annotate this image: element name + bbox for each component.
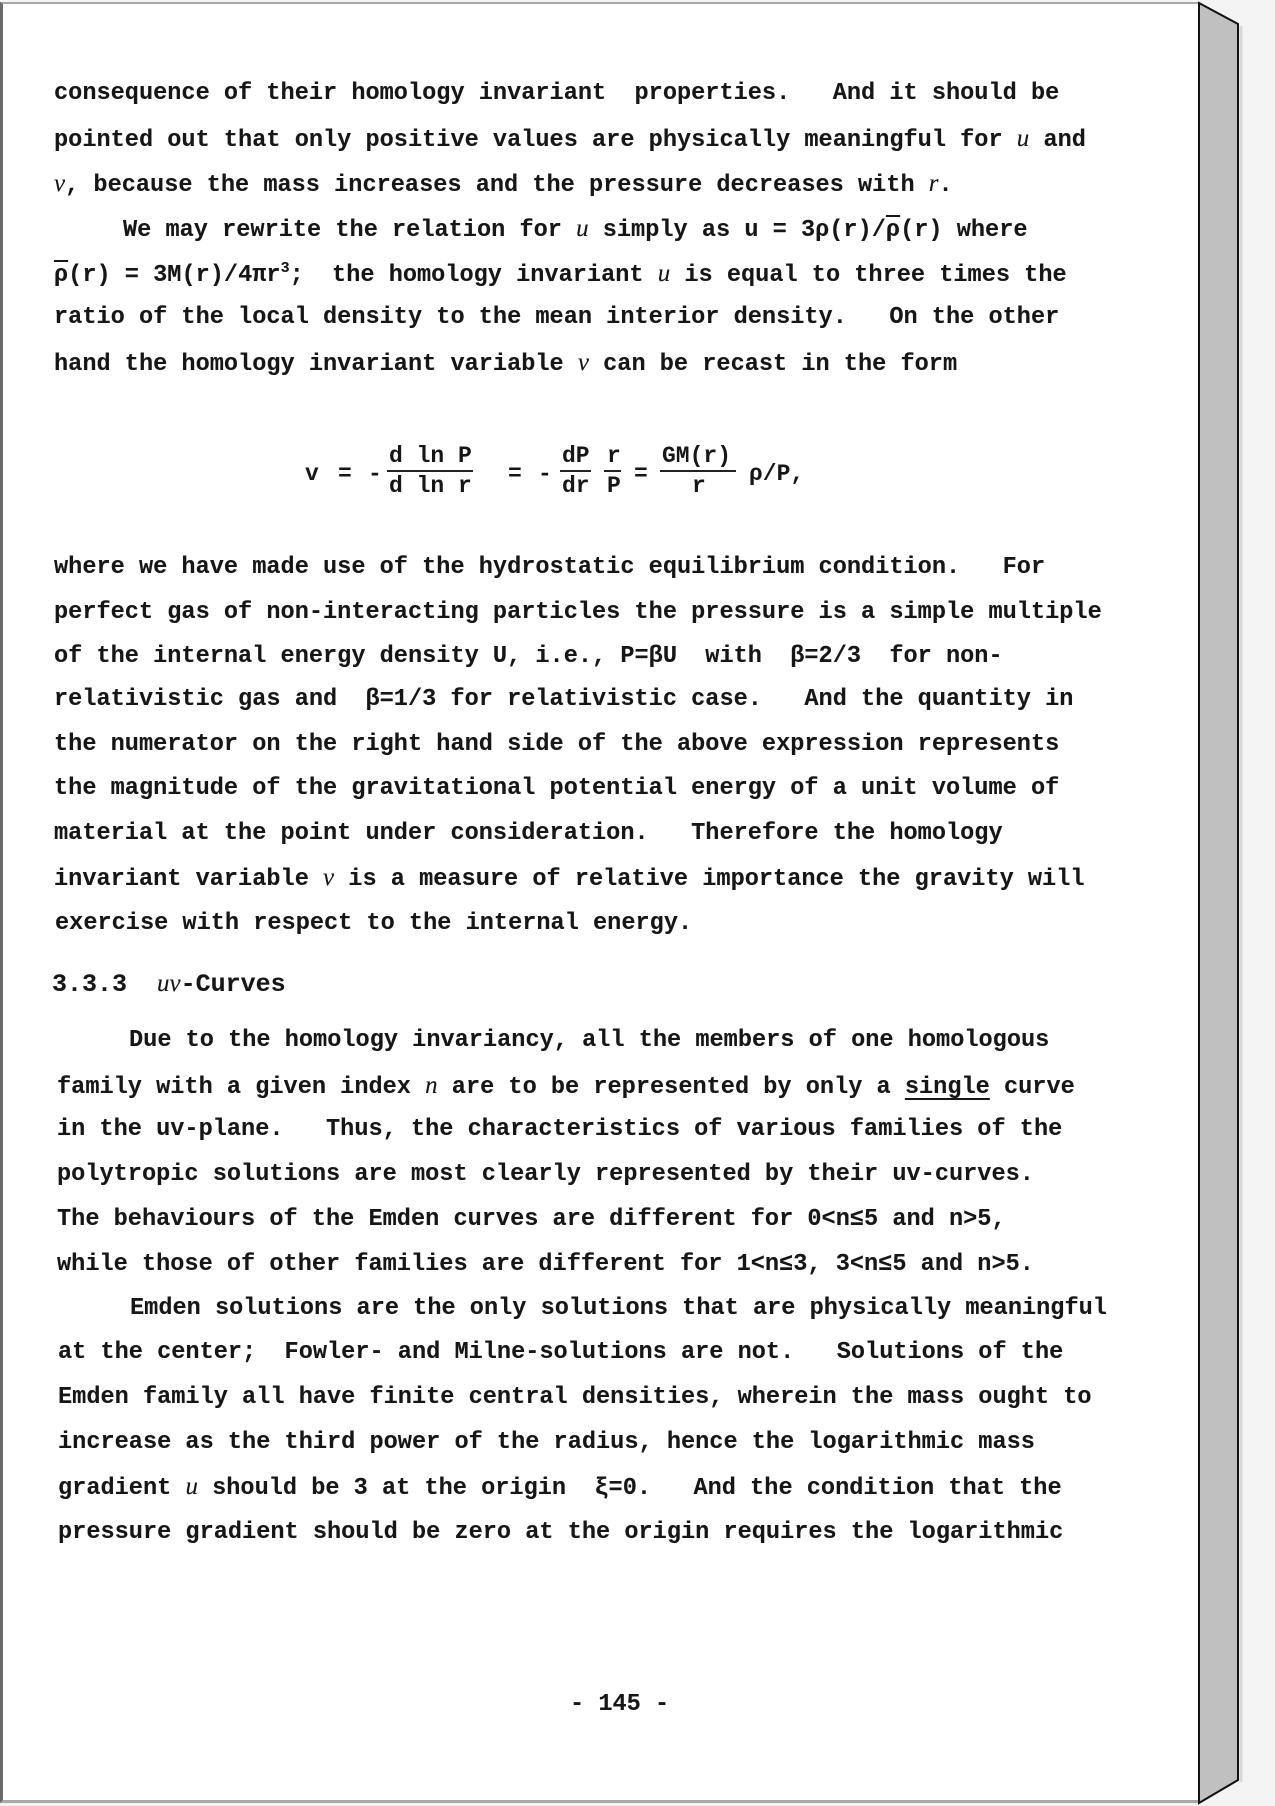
text-line bbox=[57, 1116, 1062, 1144]
fraction-bar bbox=[660, 470, 736, 472]
eq-equals: = bbox=[634, 461, 648, 487]
text-line bbox=[54, 731, 1059, 759]
text-line bbox=[58, 1519, 1063, 1547]
text-run: The behaviours of the Emden curves are different for 0<n≤5 and n>5, bbox=[57, 1206, 1006, 1233]
text-line bbox=[58, 1339, 1063, 1367]
text-line bbox=[54, 643, 1003, 671]
text-run: , because the mass increases and the pressure decreases with bbox=[65, 172, 929, 199]
text-run: ratio of the local density to the mean interior density. On the other bbox=[54, 304, 1060, 331]
text-line bbox=[58, 1429, 1035, 1457]
text-run: is a measure of relative importance the gravity will bbox=[334, 866, 1085, 893]
text-line bbox=[54, 554, 1045, 582]
eq-frac4-denominator: r bbox=[692, 473, 706, 499]
text-run: (r) where bbox=[900, 217, 1028, 244]
text-run: the magnitude of the gravitational potential energy of a unit volume of bbox=[54, 775, 1060, 802]
text-line bbox=[57, 1161, 1034, 1189]
text-run: family with a given index bbox=[57, 1074, 426, 1101]
text-line bbox=[54, 349, 957, 377]
eq-frac1-numerator: d ln P bbox=[389, 443, 472, 469]
text-line bbox=[123, 215, 1028, 243]
text-run: Emden family all have finite central densities, wherein the mass ought to bbox=[58, 1384, 1092, 1411]
text-line bbox=[54, 304, 1059, 332]
text-run: exercise with respect to the internal energy. bbox=[55, 910, 693, 937]
text-run: Due to the homology invariancy, all the members of one homologous bbox=[129, 1027, 1050, 1054]
text-line bbox=[58, 1384, 1092, 1412]
text-line bbox=[54, 170, 953, 198]
text-line bbox=[130, 1295, 1107, 1323]
eq-minus: - bbox=[368, 461, 382, 487]
text-line bbox=[54, 125, 1086, 153]
text-run: increase as the third power of the radius, hence the logarithmic mass bbox=[58, 1429, 1035, 1456]
text-line bbox=[54, 260, 1067, 288]
math-variable: r bbox=[928, 170, 939, 197]
math-variable: v bbox=[54, 170, 66, 197]
text-run: pointed out that only positive values are physically meaningful for bbox=[54, 127, 1017, 154]
mean-density-symbol: $\overline{\rho}$ bbox=[885, 217, 901, 244]
text-run: hand the homology invariant variable bbox=[54, 351, 578, 378]
text-run: while those of other families are different for 1<n≤3, 3<n≤5 and n>5. bbox=[57, 1251, 1034, 1278]
eq-equals: = bbox=[508, 461, 522, 487]
text-run: at the center; Fowler- and Milne-solutions are not. Solutions of the bbox=[58, 1339, 1064, 1366]
text-run: is equal to three times the bbox=[670, 262, 1067, 289]
math-variable: uv bbox=[157, 970, 181, 997]
eq-equals: = bbox=[338, 461, 352, 487]
text-run: of the internal energy density U, i.e., P=βU with β=2/3 for non- bbox=[54, 643, 1003, 670]
math-variable: u bbox=[185, 1473, 198, 1500]
page-number: - 145 - bbox=[570, 1691, 670, 1718]
superscript: 3 bbox=[280, 260, 290, 278]
math-variable: v bbox=[323, 864, 335, 891]
math-variable: u bbox=[1016, 125, 1030, 152]
eq-minus: - bbox=[538, 461, 552, 487]
text-run: where we have made use of the hydrostatic equilibrium condition. For bbox=[54, 554, 1046, 581]
mean-density-symbol: $\overline{\rho}$ bbox=[54, 262, 69, 289]
text-run: 3.3.3 bbox=[52, 970, 158, 999]
text-line bbox=[54, 599, 1102, 627]
text-run: should be 3 at the origin ξ=0. And the condition that the bbox=[197, 1475, 1062, 1502]
text-run: Emden solutions are the only solutions that are physically meaningful bbox=[130, 1295, 1107, 1322]
text-run: We may rewrite the relation for bbox=[123, 217, 577, 244]
eq-frac2-denominator: dr bbox=[562, 473, 590, 499]
math-variable: u bbox=[657, 260, 671, 287]
text-run: relativistic gas and β=1/3 for relativistic case. And the quantity in bbox=[54, 686, 1074, 713]
underlined-word: single bbox=[904, 1074, 990, 1101]
text-run: simply as u = 3ρ(r)/ bbox=[588, 217, 886, 244]
text-line bbox=[55, 910, 692, 938]
text-run: gradient bbox=[58, 1475, 186, 1502]
text-line bbox=[54, 80, 1059, 108]
eq-frac4-numerator: GM(r) bbox=[662, 443, 732, 469]
text-line bbox=[57, 1206, 1006, 1234]
text-line bbox=[54, 820, 1003, 848]
text-line bbox=[54, 864, 1085, 892]
fraction-bar bbox=[387, 470, 473, 472]
eq-frac1-denominator: d ln r bbox=[389, 473, 472, 499]
eq-tail: ρ/P, bbox=[749, 461, 805, 487]
text-run: are to be represented by only a bbox=[437, 1074, 905, 1101]
text-run: ; the homology invariant bbox=[289, 262, 658, 289]
text-line bbox=[57, 1072, 1075, 1100]
text-run: can be recast in the form bbox=[588, 351, 958, 378]
text-run: in the uv-plane. Thus, the characteristics of various families of the bbox=[57, 1116, 1063, 1143]
text-run: and bbox=[1029, 127, 1086, 154]
text-run: material at the point under consideration. Therefore the homology bbox=[54, 820, 1003, 847]
text-run: polytropic solutions are most clearly represented by their uv-curves. bbox=[57, 1161, 1034, 1188]
text-line bbox=[129, 1027, 1049, 1055]
text-run: pressure gradient should be zero at the origin requires the logarithmic bbox=[58, 1519, 1064, 1546]
eq-frac3-denominator: P bbox=[607, 473, 621, 499]
eq-lhs: v bbox=[305, 461, 319, 487]
math-variable: n bbox=[425, 1072, 438, 1099]
math-variable: v bbox=[577, 349, 589, 376]
fraction-bar bbox=[604, 470, 621, 472]
text-run: invariant variable bbox=[54, 866, 324, 893]
fraction-bar bbox=[560, 470, 591, 472]
math-variable: u bbox=[576, 215, 589, 242]
text-line bbox=[54, 686, 1073, 714]
text-run: perfect gas of non-interacting particles the pressure is a simple multiple bbox=[54, 599, 1102, 626]
section-heading bbox=[52, 970, 286, 998]
eq-frac2-numerator: dP bbox=[562, 443, 590, 469]
text-line bbox=[54, 775, 1059, 803]
text-run: -Curves bbox=[180, 970, 286, 999]
text-run: the numerator on the right hand side of the above expression represents bbox=[54, 731, 1060, 758]
text-run: . bbox=[938, 172, 953, 199]
text-run: (r) = 3M(r)/4πr bbox=[68, 262, 281, 289]
text-run: consequence of their homology invariant properties. And it should be bbox=[54, 80, 1060, 107]
text-run: curve bbox=[989, 1074, 1075, 1101]
text-line bbox=[57, 1251, 1034, 1279]
text-line bbox=[58, 1473, 1062, 1501]
eq-frac3-numerator: r bbox=[607, 443, 621, 469]
